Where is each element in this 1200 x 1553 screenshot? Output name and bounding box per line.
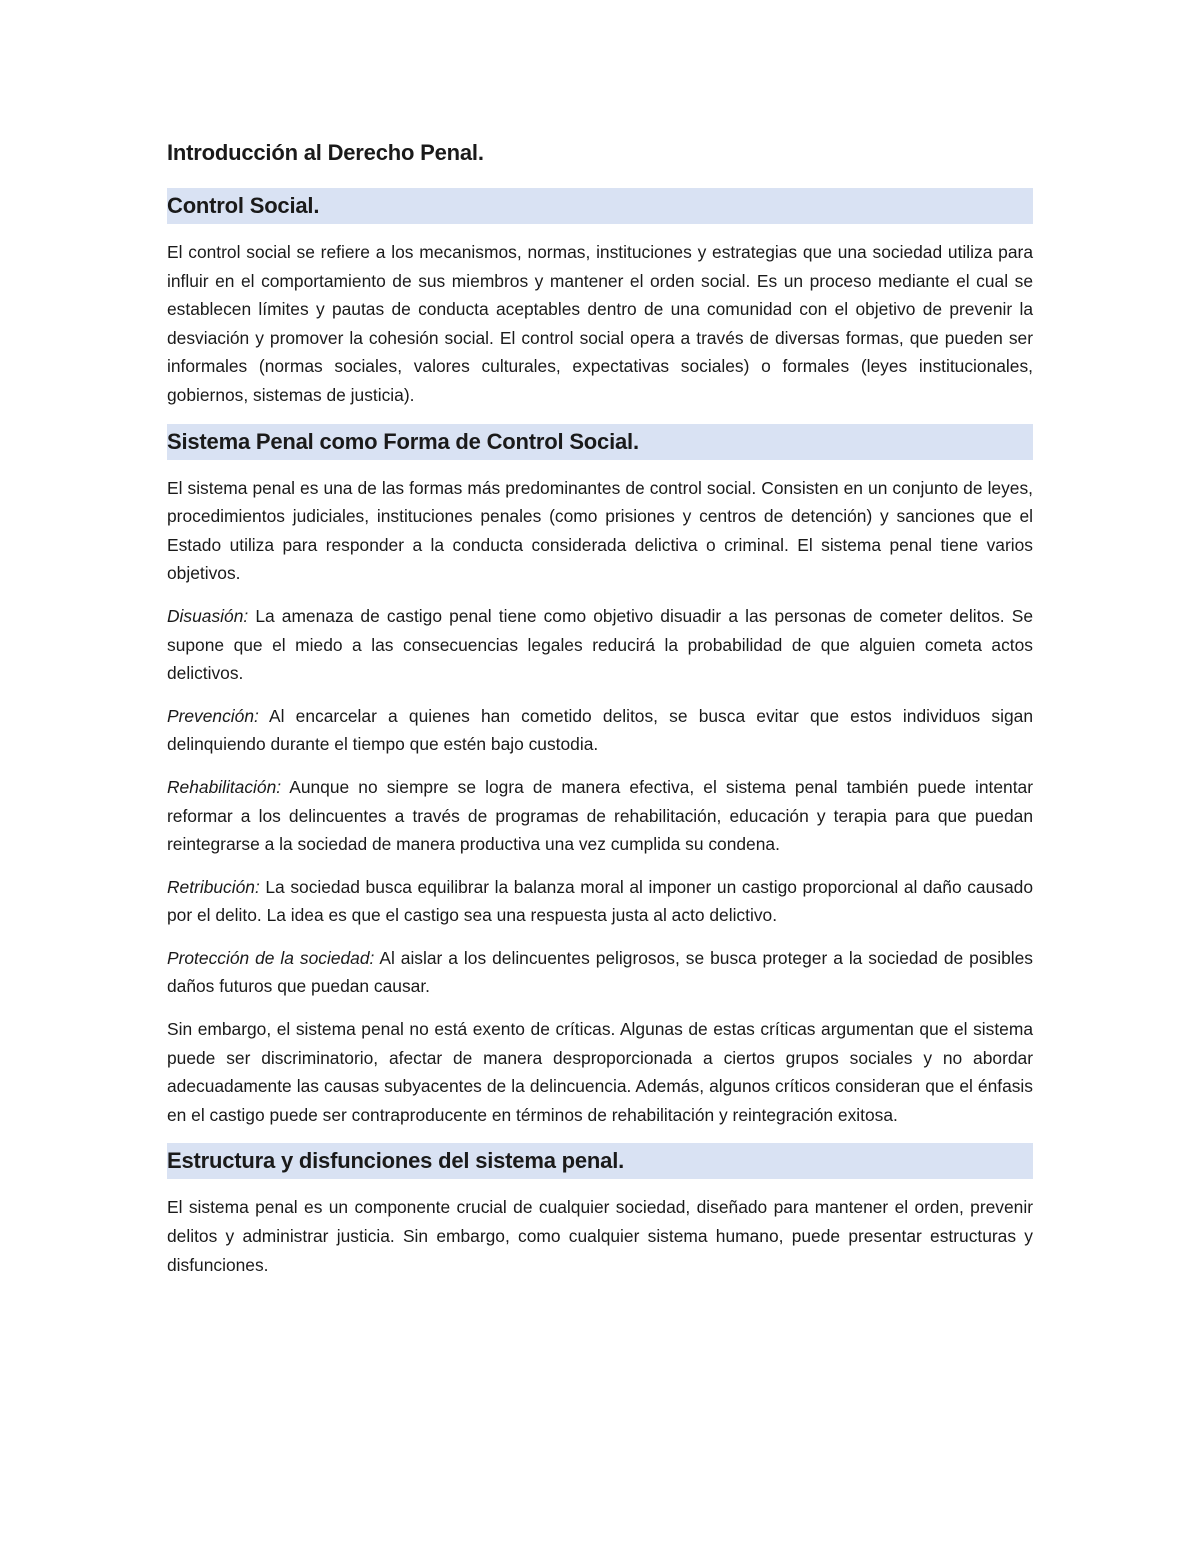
objective-text: Al aislar a los delincuentes peligrosos, se busca proteger a la sociedad de posibles daños futuros que puedan causar. xyxy=(167,947,1033,997)
paragraph-sistema-penal-intro: El sistema penal es una de las formas más predominantes de control social. Consisten en un conjunto de leyes, procedimientos judiciales, instituciones penales (como prisiones y centros de detención) y sanciones que el Estado utiliza para responder a la conducta considerada delictiva o criminal. El sistema penal tiene varios objetivos. xyxy=(167,477,1033,584)
objective-text: Al encarcelar a quienes han cometido delitos, se busca evitar que estos individuos sigan delinquiendo durante el tiempo que estén bajo custodia. xyxy=(167,705,1033,755)
document-page xyxy=(167,140,1033,1293)
objective-rehabilitacion xyxy=(167,773,1033,859)
objective-text: Aunque no siempre se logra de manera efectiva, el sistema penal también puede intentar reformar a los delincuentes a través de programas de rehabilitación, educación y terapia para que puedan reintegrarse a la sociedad de manera productiva una vez cumplida su condena. xyxy=(167,776,1033,855)
objective-prevencion xyxy=(167,702,1033,759)
objective-disuasion xyxy=(167,602,1033,688)
objective-retribucion xyxy=(167,873,1033,930)
objective-term: Prevención: xyxy=(167,705,259,726)
objective-term: Protección de la sociedad: xyxy=(167,947,375,968)
paragraph-control-social: El control social se refiere a los mecanismos, normas, instituciones y estrategias que una sociedad utiliza para influir en el comportamiento de sus miembros y mantener el orden social. Es un proceso mediante el cual se establecen límites y pautas de conducta aceptables dentro de una comunidad con el objetivo de prevenir la desviación y promover la cohesión social. El control social opera a través de diversas formas, que pueden ser informales (normas sociales, valores culturales, expectativas sociales) o formales (leyes institucionales, gobiernos, sistemas de justicia). xyxy=(167,242,1033,405)
section-heading-estructura: Estructura y disfunciones del sistema penal. xyxy=(167,1143,1033,1179)
objective-text: La sociedad busca equilibrar la balanza moral al imponer un castigo proporcional al daño causado por el delito. La idea es que el castigo sea una respuesta justa al acto delictivo. xyxy=(167,876,1033,926)
objective-term: Retribución: xyxy=(167,876,260,897)
section-estructura xyxy=(167,1143,1033,1279)
objective-text: La amenaza de castigo penal tiene como objetivo disuadir a las personas de cometer delitos. Se supone que el miedo a las consecuencias legales reducirá la probabilidad de que alguien cometa actos delictivos. xyxy=(167,605,1033,684)
section-sistema-penal xyxy=(167,424,1033,1130)
section-heading-control-social: Control Social. xyxy=(167,188,1033,224)
section-heading-sistema-penal: Sistema Penal como Forma de Control Social. xyxy=(167,424,1033,460)
paragraph-estructura: El sistema penal es un componente crucial de cualquier sociedad, diseñado para mantener el orden, prevenir delitos y administrar justicia. Sin embargo, como cualquier sistema humano, puede presentar estructuras y disfunciones. xyxy=(167,1197,1033,1275)
paragraph-sistema-penal-closing: Sin embargo, el sistema penal no está exento de críticas. Algunas de estas críticas argumentan que el sistema puede ser discriminatorio, afectar de manera desproporcionada a ciertos grupos sociales y no abordar adecuadamente las causas subyacentes de la delincuencia. Además, algunos críticos consideran que el énfasis en el castigo puede ser contraproducente en términos de rehabilitación y reintegración exitosa. xyxy=(167,1019,1033,1125)
objective-term: Disuasión: xyxy=(167,605,249,626)
objective-proteccion xyxy=(167,944,1033,1001)
document-title: Introducción al Derecho Penal. xyxy=(167,140,484,165)
section-control-social xyxy=(167,188,1033,410)
objective-term: Rehabilitación: xyxy=(167,776,282,797)
